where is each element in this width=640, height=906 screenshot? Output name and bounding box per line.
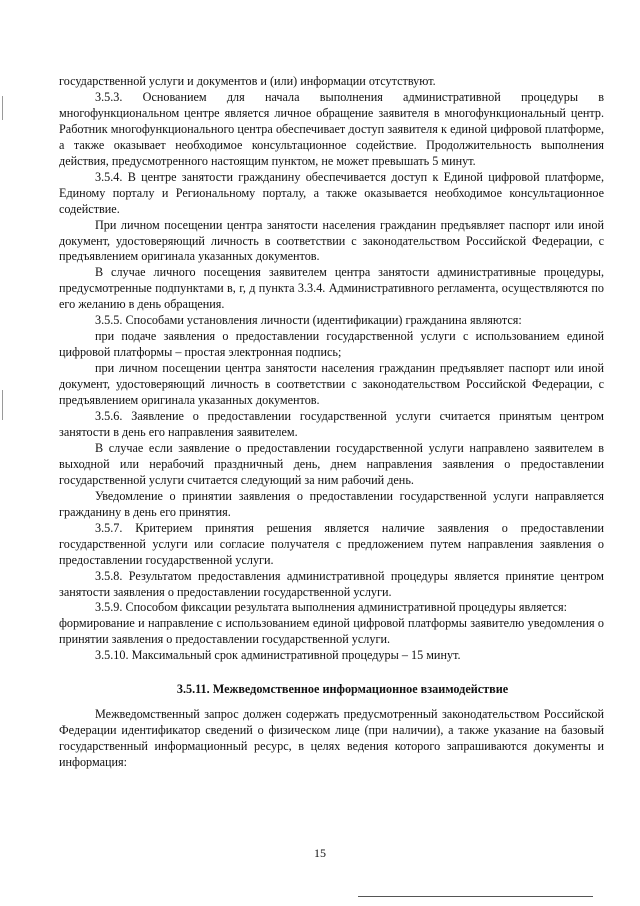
- scan-edge-mark: [2, 96, 3, 120]
- footer-rule: [358, 896, 593, 897]
- paragraph: формирование и направление с использованием единой цифровой платформы заявителю уведомления о принятии заявления о предоставлении государственной услуги.: [59, 616, 604, 647]
- page-number: 15: [314, 846, 326, 860]
- paragraph: В случае если заявление о предоставлении государственной услуги направлено заявителем в выходной или нерабочий праздничный день, днем направления заявления о предоставлении государственной услуги считается следующий за ним рабочий день.: [59, 440, 604, 487]
- paragraph: Межведомственный запрос должен содержать предусмотренный законодательством Российской Федерации идентификатор сведений о физическом лице (при наличии), а также указание на базовый государственный информационный ресурс, в целях ведения которого запрашиваются документы и информация:: [59, 707, 604, 770]
- paragraph: при личном посещении центра занятости населения гражданин предъявляет паспорт или иной документ, удостоверяющий личность в соответствии с законодательством Российской Федерации, с предъявлением оригинала указанных документов.: [59, 361, 604, 408]
- document-body: [59, 74, 604, 771]
- paragraph: 3.5.8. Результатом предоставления административной процедуры является принятие центром занятости заявления о предоставлении государственной услуги.: [59, 568, 604, 599]
- paragraph: государственной услуги и документов и (или) информации отсутствуют.: [59, 74, 436, 88]
- paragraph: 3.5.5. Способами установления личности (идентификации) гражданина являются:: [95, 313, 522, 328]
- paragraph: 3.5.9. Способом фиксации результата выполнения административной процедуры является:: [95, 600, 568, 615]
- paragraph: при подаче заявления о предоставлении государственной услуги с использованием единой цифровой платформы – простая электронная подпись;: [59, 329, 604, 360]
- paragraph: 3.5.3. Основанием для начала выполнения административной процедуры в многофункциональном центре является личное обращение заявителя в многофункциональный центр. Работник многофункционального центра обеспечивает доступ заявителя к единой цифровой платформе, а также оказывает необходимое консультационное содействие. Продолжительность выполнения действия, предусмотренного настоящим пунктом, не может превышать 5 минут.: [59, 89, 604, 168]
- paragraph: 3.5.10. Максимальный срок административной процедуры – 15 минут.: [95, 648, 461, 663]
- paragraph: Уведомление о принятии заявления о предоставлении государственной услуги направляется гражданину в день его принятия.: [59, 488, 604, 519]
- paragraph: 3.5.7. Критерием принятия решения является наличие заявления о предоставлении государственной услуги или согласие получателя с предложением путем направления заявления о предоставлении государственной услуги.: [59, 520, 604, 567]
- section-heading: 3.5.11. Межведомственное информационное взаимодействие: [176, 682, 509, 697]
- paragraph: 3.5.4. В центре занятости гражданину обеспечивается доступ к Единой цифровой платформе, Единому порталу и Региональному порталу, а также оказывается необходимое консультационное содействие.: [59, 169, 604, 216]
- paragraph: 3.5.6. Заявление о предоставлении государственной услуги считается принятым центром занятости в день его направления заявителем.: [59, 409, 604, 439]
- paragraph: В случае личного посещения заявителем центра занятости административные процедуры, предусмотренные подпунктами в, г, д пункта 3.3.4. Административного регламента, осуществляются по его желанию в день обращения.: [59, 265, 604, 312]
- paragraph: При личном посещении центра занятости населения гражданин предъявляет паспорт или иной документ, удостоверяющий личность в соответствии с законодательством Российской Федерации, с предъявлением оригинала указанных документов.: [59, 217, 604, 264]
- scan-edge-mark: [2, 390, 3, 420]
